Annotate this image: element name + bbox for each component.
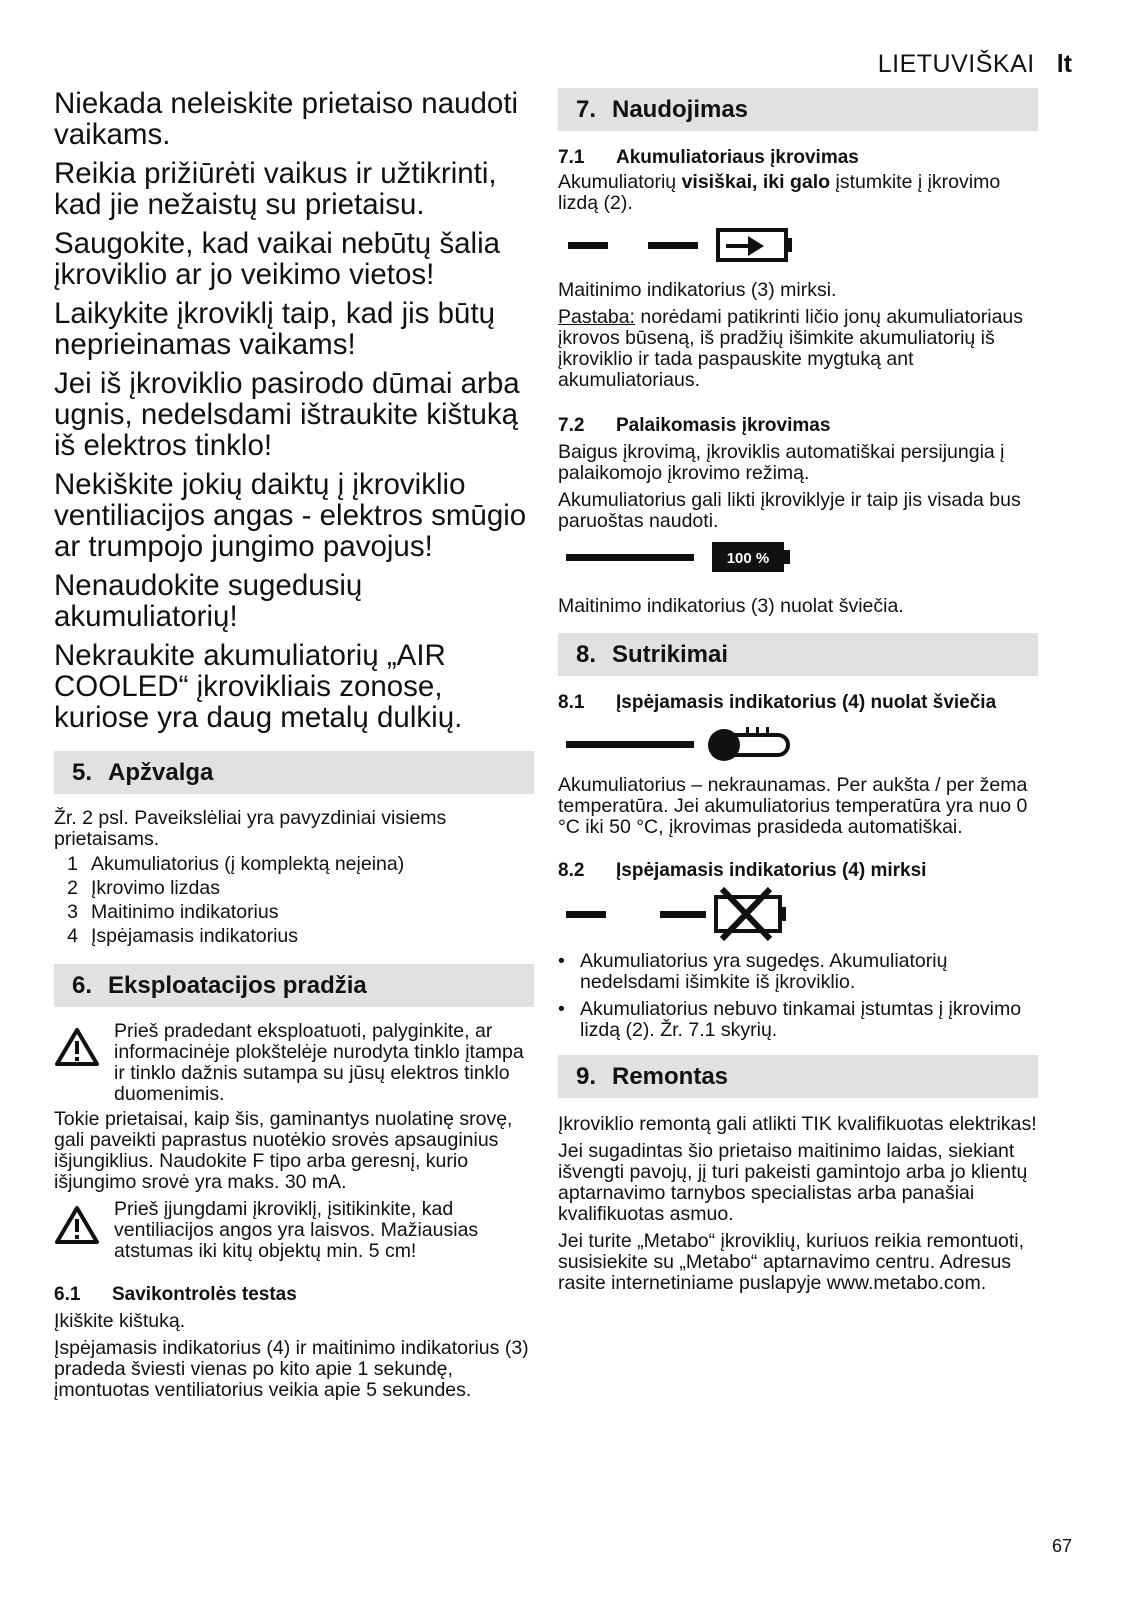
temperature-fault-text: Akumuliatorius – nekraunamas. Per aukšta / per žema temperatūra. Jei akumuliatorius temperatūra yra nuo 0 °C iki 50 °C, įkrovimas prasideda automatiškai. (558, 774, 1028, 838)
list-item: 1 Akumuliatorius (į komplektą neįeina) (67, 853, 405, 875)
safety-warning: Niekada neleiskite prietaiso naudoti vaikams. (54, 87, 519, 151)
cable-replacement-text: Jei sugadintas šio prietaiso maitinimo laidas, siekiant išvengti pavojų, jį turi pakeisti gamintojo arba jo klientų aptarnavimo tarnybos specialistas arba panašiai kvalifikuotas asmuo. (558, 1140, 1028, 1225)
page-number: 67 (1051, 1536, 1072, 1556)
defective-battery-figure (558, 885, 1038, 951)
warning-triangle-icon (54, 1021, 114, 1072)
subsection-heading-maintenance-charge: 7.2 Palaikomasis įkrovimas (558, 415, 831, 436)
language-label: LIETUVIŠKAI (877, 50, 1035, 78)
list-item: • Akumuliatorius yra sugedęs. Akumuliatorių nedelsdami išimkite iš įkroviklio. (558, 950, 948, 993)
self-test-description: Įspėjamasis indikatorius (4) ir maitinimo indikatorius (3) pradeda šviesti vienas po kito apie 1 sekundę, įmontuotas ventiliatorius veikia apie 5 sekundes. (54, 1337, 529, 1401)
safety-warning: Nekiškite jokių daiktų į įkroviklio ventiliacijos angas - elektros smūgio ar trumpojo jungimo pavojus! (54, 468, 527, 563)
rcd-paragraph: Tokie prietaisai, kaip šis, gaminantys nuolatinę srovę, gali paveikti paprastus nuotėkio srovės apsauginius išjungiklius. Naudokite F tipo arba geresnį, kurio išjungimo srovė yra maks. 30 mA. (54, 1108, 513, 1193)
repair-text: Įkroviklio remontą gali atlikti TIK kvalifikuotas elektrikas! (558, 1113, 1037, 1135)
page-header (878, 50, 1072, 79)
safety-warning: Reikia prižiūrėti vaikus ir užtikrinti, kad jie nežaistų su prietaisu. (54, 157, 497, 221)
warning-text: Prieš pradedant eksploatuoti, palyginkite, ar informacinėje plokštelėje nurodyta tinklo įtampa ir tinklo dažnis sutampa su jūsų elektros tinklo duomenimis. (114, 1020, 524, 1105)
subsection-heading-charging: 7.1 Akumuliatoriaus įkrovimas (558, 147, 859, 168)
self-test-step: Įkiškite kištuką. (54, 1310, 186, 1332)
overview-intro: Žr. 2 psl. Paveikslėliai yra pavyzdiniai visiems prietaisams. (54, 807, 447, 850)
defective-battery-icon (558, 885, 798, 945)
language-code: lt (1056, 50, 1072, 78)
temperature-fault-figure (558, 717, 1038, 775)
list-item: 3 Maitinimo indikatorius (67, 901, 279, 923)
charging-instruction: Akumuliatorių visiškai, iki galo įstumkite į įkrovimo lizdą (2). (558, 171, 1001, 214)
fault-bullet-list (558, 951, 1038, 1041)
power-indicator-steady: Maitinimo indikatorius (3) nuolat šviečia. (558, 595, 904, 617)
section-heading-usage: 7. Naudojimas (558, 88, 1038, 131)
safety-warning: Saugokite, kad vaikai nebūtų šalia įkroviklio ar jo veikimo vietos! (54, 227, 501, 291)
maintenance-charge-text: Baigus įkrovimą, įkroviklis automatiškai persijungia į palaikomojo įkrovimo režimą. (558, 441, 1005, 484)
right-column (558, 88, 1038, 1300)
section-heading-overview: 5. Apžvalga (54, 751, 534, 794)
warning-triangle-icon (54, 1199, 114, 1250)
charging-indicator-figure (558, 220, 1038, 280)
safety-warning: Laikykite įkroviklį taip, kad jis būtų neprieinamas vaikams! (54, 297, 496, 361)
section-heading-repair: 9. Remontas (558, 1055, 1038, 1098)
service-contact-text: Jei turite „Metabo“ įkroviklių, kuriuos reikia remontuoti, susisiekite su „Metabo“ aptarnavimo centru. Adresus rasite internetiniame puslapyje www.metabo.com. (558, 1230, 1025, 1294)
warning-block (54, 1199, 534, 1262)
safety-warning: Nenaudokite sugedusių akumuliatorių! (54, 569, 363, 633)
list-item: 4 Įspėjamasis indikatorius (67, 925, 299, 947)
list-item: • Akumuliatorius nebuvo tinkamai įstumtas į įkrovimo lizdą (2). Žr. 7.1 skyrių. (558, 998, 1022, 1041)
thermometer-icon (558, 717, 798, 767)
subsection-heading-self-test: 6.1 Savikontrolės testas (54, 1284, 297, 1305)
safety-warning: Nekraukite akumuliatorių „AIR COOLED“ įkrovikliais zonose, kuriose yra daug metalų dulkių. (54, 639, 463, 734)
battery-remain-text: Akumuliatorius gali likti įkroviklyje ir taip jis visada bus paruoštas naudoti. (558, 489, 1021, 532)
subsection-heading-warning-steady: 8.1 Įspėjamasis indikatorius (4) nuolat šviečia (558, 692, 997, 713)
safety-warning: Jei iš įkroviklio pasirodo dūmai arba ugnis, nedelsdami ištraukite kištuką iš elektros tinklo! (54, 367, 520, 462)
note-paragraph: Pastaba: norėdami patikrinti ličio jonų akumuliatoriaus įkrovos būseną, iš pradžių išimkite akumuliatorių iš įkroviklio ir tada paspauskite mygtuką ant akumuliatoriaus. (558, 306, 1024, 391)
charge-percent-badge: 100 % (726, 550, 770, 567)
warning-block (54, 1021, 534, 1105)
section-heading-faults: 8. Sutrikimai (558, 633, 1038, 676)
power-indicator-blinks: Maitinimo indikatorius (3) mirksi. (558, 279, 837, 301)
list-item: 2 Įkrovimo lizdas (67, 877, 220, 899)
warning-text: Prieš įjungdami įkroviklį, įsitikinkite, kad ventiliacijos angos yra laisvos. Mažiausias atstumas iki kitų objektų min. 5 cm! (114, 1198, 479, 1262)
component-list (54, 852, 534, 948)
section-heading-commissioning: 6. Eksploatacijos pradžia (54, 964, 534, 1007)
left-column (54, 88, 534, 1407)
full-charge-figure (558, 538, 1038, 596)
charging-battery-icon (558, 220, 798, 270)
subsection-heading-warning-blinks: 8.2 Įspėjamasis indikatorius (4) mirksi (558, 860, 927, 881)
